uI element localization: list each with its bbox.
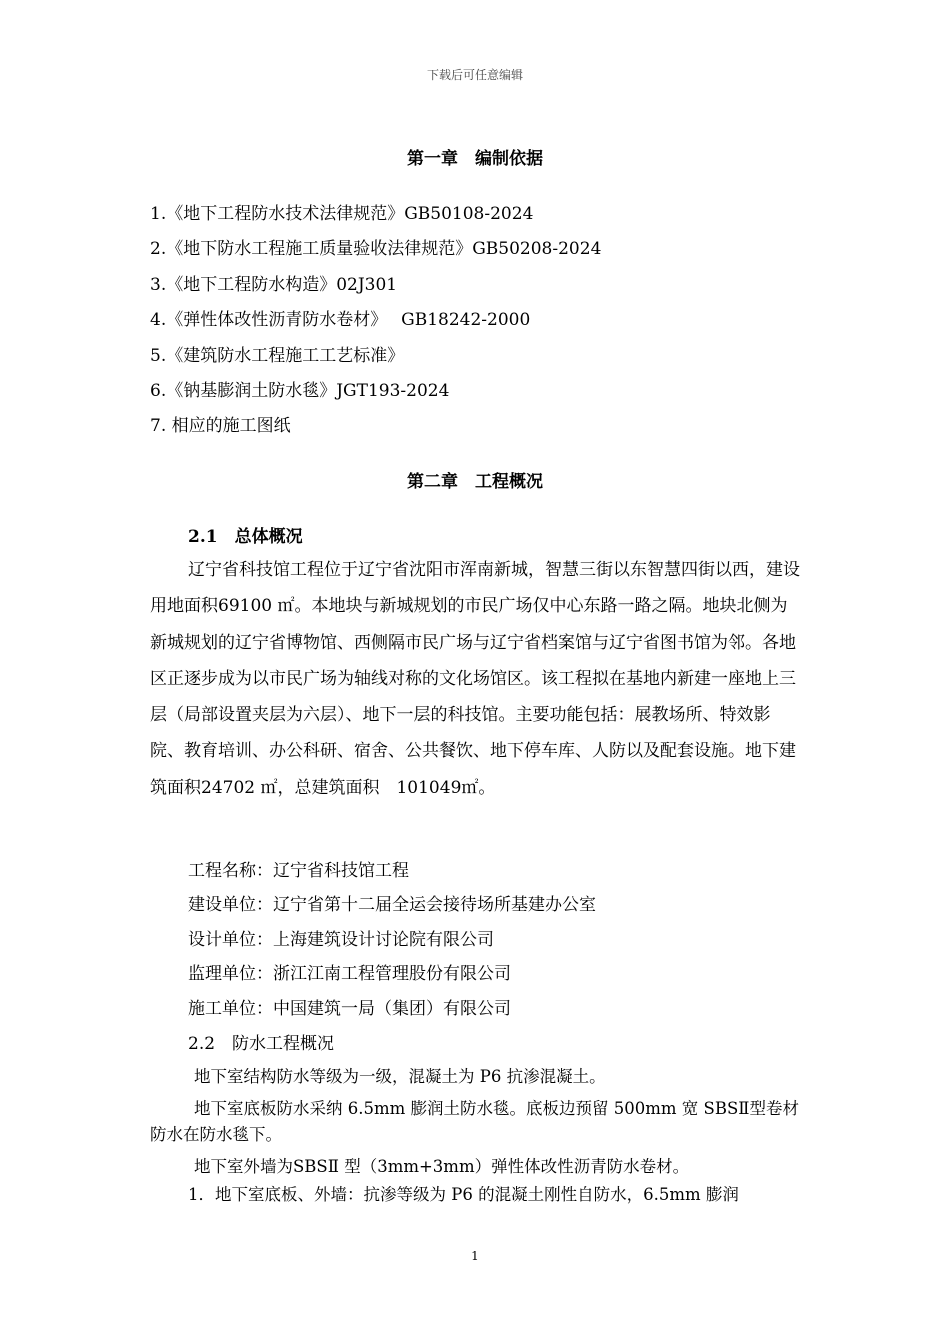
reference-item: 5.《建筑防水工程施工工艺标准》 xyxy=(150,346,405,366)
project-info-line: 工程名称：辽宁省科技馆工程 xyxy=(188,861,409,881)
waterproof-paragraph xyxy=(150,1154,802,1180)
reference-item: 7. 相应的施工图纸 xyxy=(150,416,291,436)
overview-text: 辽宁省科技馆工程位于辽宁省沈阳市浑南新城，智慧三街以东智慧四街以西，建设用地面积69100 ㎡。本地块与新城规划的市民广场仅中心东路一路之隔。地块北侧为新城规划的辽宁省博物馆、西侧隔市民广场与辽宁省档案馆与辽宁省图书馆为邻。各地区正逐步成为以市民广场为轴线对称的文化场馆区。该工程拟在基地内新建一座地上三层（局部设置夹层为六层）、地下一层的科技馆。主要功能包括：展教场所、特效影院、教育培训、办公科研、宿舍、公共餐饮、地下停车库、人防以及配套设施。地下建筑面积24702 ㎡，总建筑面积 101049㎡。 xyxy=(150,560,800,798)
section-2-2-title: 2.2 防水工程概况 xyxy=(188,1034,335,1054)
waterproof-text: 地下室外墙为SBSⅡ 型（3mm+3mm）弹性体改性沥青防水卷材。 xyxy=(194,1157,690,1176)
waterproof-paragraph xyxy=(150,1182,802,1208)
waterproof-paragraph xyxy=(150,1096,802,1148)
project-info-line: 设计单位：上海建筑设计讨论院有限公司 xyxy=(188,930,494,950)
reference-item: 4.《弹性体改性沥青防水卷材》 GB18242-2000 xyxy=(150,310,531,330)
waterproof-text: 1．地下室底板、外墙：抗渗等级为 P6 的混凝土刚性自防水，6.5mm 膨润 xyxy=(188,1185,739,1204)
waterproof-text: 地下室结构防水等级为一级，混凝土为 P6 抗渗混凝土。 xyxy=(194,1067,606,1086)
overview-paragraph xyxy=(150,552,802,806)
reference-item: 1.《地下工程防水技术法律规范》GB50108-2024 xyxy=(150,204,534,224)
page-number: 1 xyxy=(471,1249,479,1263)
section-2-1-title: 2.1 总体概况 xyxy=(188,527,303,547)
page-header: 下载后可任意编辑 xyxy=(426,68,523,82)
waterproof-paragraph xyxy=(150,1064,802,1090)
project-info-line: 建设单位：辽宁省第十二届全运会接待场所基建办公室 xyxy=(188,895,596,915)
project-info-line: 监理单位：浙江江南工程管理股份有限公司 xyxy=(188,964,511,984)
project-info-line: 施工单位：中国建筑一局（集团）有限公司 xyxy=(188,999,511,1019)
reference-item: 6.《钠基膨润土防水毯》JGT193-2024 xyxy=(150,381,450,401)
waterproof-text: 地下室底板防水采纳 6.5mm 膨润土防水毯。底板边预留 500mm 宽 SBSⅡ型卷材防水在防水毯下。 xyxy=(150,1099,799,1144)
chapter-2-title: 第二章 工程概况 xyxy=(407,472,543,492)
reference-item: 3.《地下工程防水构造》02J301 xyxy=(150,275,398,295)
reference-item: 2.《地下防水工程施工质量验收法律规范》GB50208-2024 xyxy=(150,239,602,259)
chapter-1-title: 第一章 编制依据 xyxy=(407,149,543,169)
